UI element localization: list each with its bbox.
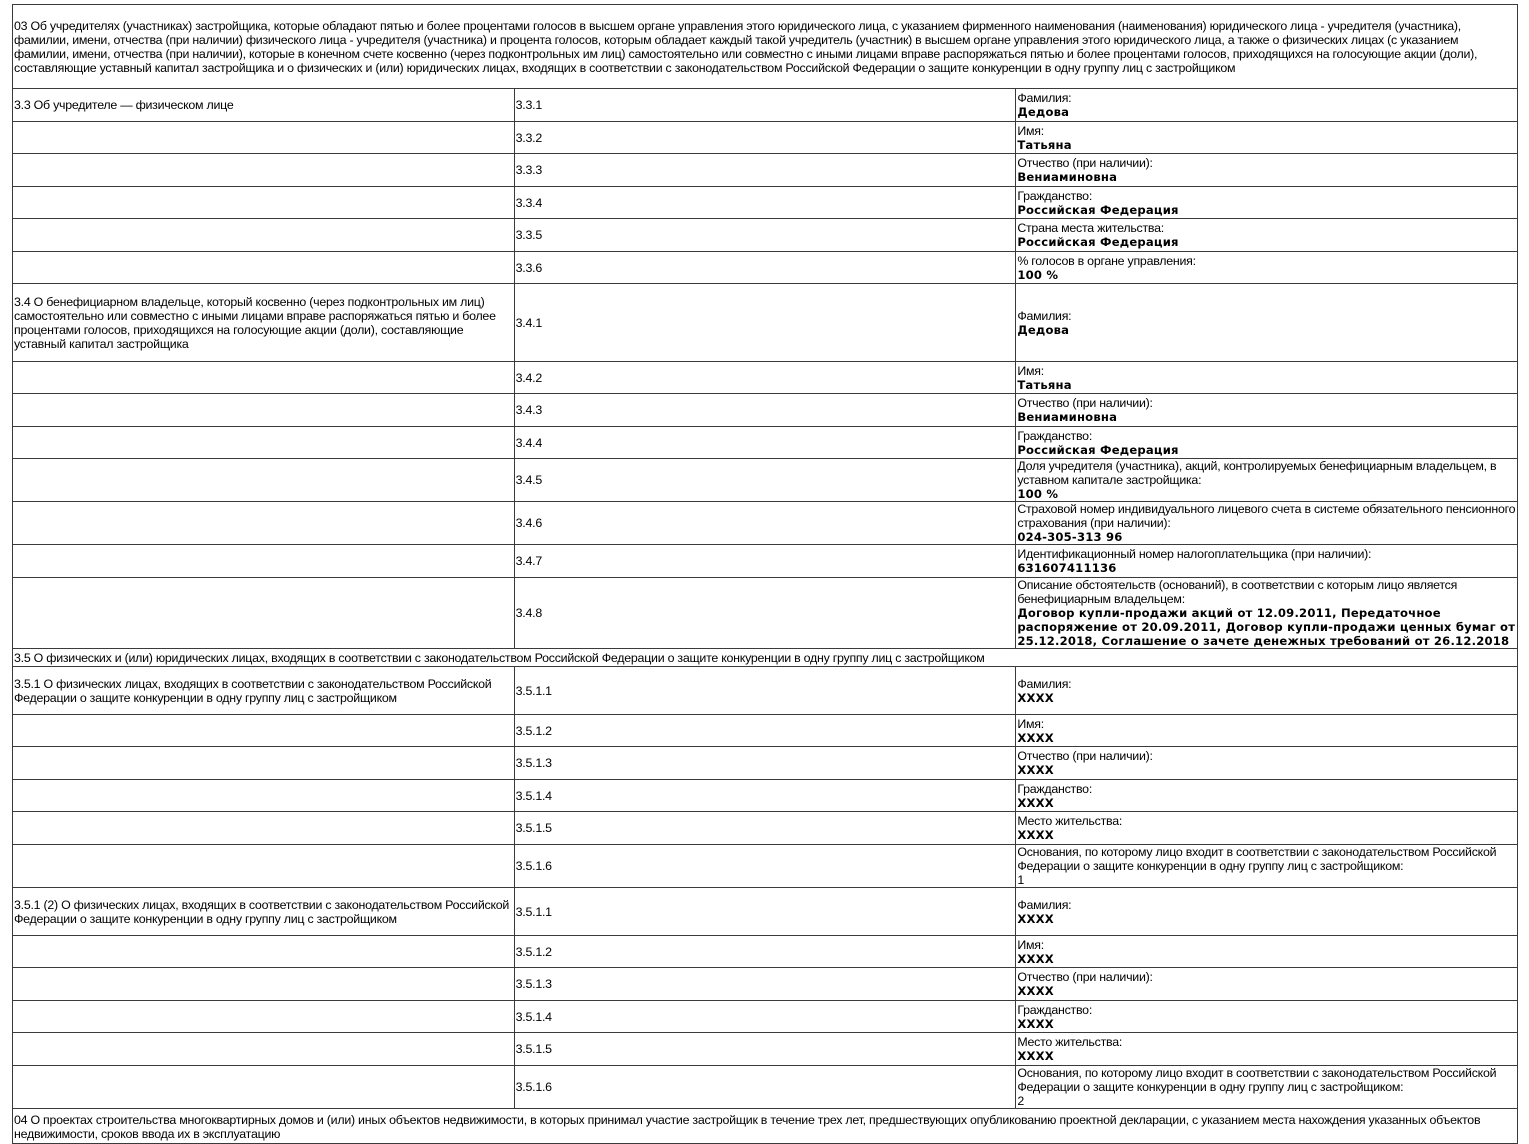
field-label: Описание обстоятельств (оснований), в соответствии с которым лицо является бенефициарным владельцем: [1017,578,1458,606]
field-label: Отчество (при наличии): [1017,970,1153,985]
table-row [13,459,1518,502]
field-cell [1016,219,1518,252]
section-heading: 3.5 О физических и (или) юридических лицах, входящих в соответствии с законодательством Российской Федерации о защите конкуренции в одну группу лиц с застройщиком [13,649,1518,667]
table-row [13,747,1518,780]
group-label [13,154,515,187]
field-cell [1016,812,1518,845]
field-label: Отчество (при наличии): [1017,156,1153,170]
table-row [13,187,1518,219]
field-label: Доля учредителя (участника), акций, контролируемых бенефициарным владельцем, в уставном капитале застройщика: [1017,459,1497,487]
field-cell [1016,1066,1518,1109]
field-cell [1016,888,1518,936]
group-label [13,362,515,394]
field-label: Место жительства: [1017,1035,1123,1050]
group-label [13,1001,515,1033]
field-value: XXXX [1017,1049,1054,1064]
group-label [13,394,515,427]
field-cell [1016,780,1518,812]
field-cell [1016,459,1518,502]
field-code: 3.5.1.3 [514,747,1016,780]
field-code: 3.5.1.3 [514,968,1016,1001]
field-cell [1016,187,1518,219]
field-label: Имя: [1017,363,1044,378]
table-row [13,968,1518,1001]
field-cell [1016,1001,1518,1033]
field-value: Дедова [1017,105,1070,119]
table-row [13,219,1518,252]
table-row [13,502,1518,545]
group-label [13,845,515,888]
table-row [13,1001,1518,1033]
field-code: 3.5.1.4 [514,1001,1016,1033]
field-cell [1016,578,1518,649]
field-cell [1016,502,1518,545]
field-value: Российская Федерация [1017,442,1179,457]
field-label: Основания, по которому лицо входит в соответствии с законодательством Российской Федерации о защите конкуренции в одну группу лиц с застройщиком: [1017,1066,1497,1095]
field-value: XXXX [1017,911,1054,926]
field-value: XXXX [1017,951,1054,966]
field-code: 3.3.5 [514,219,1016,252]
group-label [13,812,515,845]
field-label: Отчество (при наличии): [1017,396,1153,410]
field-code: 3.4.5 [514,459,1016,502]
field-value: 2 [1017,1094,1024,1109]
field-code: 3.5.1.6 [514,845,1016,888]
field-value: XXXX [1017,795,1054,810]
field-value: 631607411136 [1017,561,1117,575]
section-row [13,5,1518,89]
group-label [13,578,515,649]
field-label: Имя: [1017,937,1044,952]
field-cell [1016,545,1518,578]
field-code: 3.5.1.1 [514,888,1016,936]
group-label [13,1033,515,1066]
table-row [13,252,1518,284]
field-label: Гражданство: [1017,188,1093,203]
table-row [13,1033,1518,1066]
field-code: 3.5.1.1 [514,667,1016,715]
field-cell [1016,394,1518,427]
table-row [13,888,1518,936]
group-label [13,545,515,578]
table-row [13,936,1518,968]
table-row [13,1066,1518,1109]
group-label [13,715,515,747]
field-label: Фамилия: [1017,308,1072,323]
field-cell [1016,122,1518,154]
field-value: XXXX [1017,763,1054,778]
table-row [13,667,1518,715]
group-label [13,1066,515,1109]
table-row [13,845,1518,888]
group-label [13,252,515,284]
field-cell [1016,1033,1518,1066]
group-label [13,427,515,459]
field-label: Страховой номер индивидуального лицевого счета в системе обязательного пенсионного страхования (при наличии): [1017,502,1516,530]
table-row [13,362,1518,394]
field-value: 100 % [1017,487,1059,501]
section-row [13,1109,1518,1144]
field-value: 100 % [1017,267,1059,282]
field-label: Фамилия: [1017,91,1072,105]
field-value: Российская Федерация [1017,235,1179,249]
field-code: 3.5.1.4 [514,780,1016,812]
table-row [13,427,1518,459]
field-value: Татьяна [1017,377,1072,392]
field-code: 3.4.6 [514,502,1016,545]
field-cell [1016,362,1518,394]
group-label [13,936,515,968]
field-value: Договор купли-продажи акций от 12.09.2011, Передаточное распоряжение от 20.09.2011, Договор купли-продажи ценных бумаг от 25.12.2018, Соглашение о зачете денежных требований от 26.12.2018 [1017,606,1516,648]
field-code: 3.4.4 [514,427,1016,459]
section-heading: 03 Об учредителях (участниках) застройщика, которые обладают пятью и более процентами голосов в высшем органе управления этого юридического лица, с указанием фирменного наименования (наименования) юридического лица - учредителя (участника), фамилии, имени, отчества (при наличии) физического лица - учредителя (участника) и процента голосов, которым обладает каждый такой учредитель (участник) в высшем органе управления этого юридического лица, а также о физических лицах (с указанием фамилии, имени, отчества (при наличии), которые в конечном счете косвенно (через подконтрольных им лиц) самостоятельно или совместно с иными лицами вправе распоряжаться пятью и более процентами голосов, приходящихся на голосующие акции (доли), составляющие уставный капитал застройщика и о физических и (или) юридических лицах, входящих в соответствии с законодательством Российской Федерации о защите конкуренции в одну группу лиц с застройщиком [13,5,1518,89]
declaration-table [12,4,1518,1144]
section-row [13,649,1518,667]
group-label [13,780,515,812]
field-code: 3.3.4 [514,187,1016,219]
field-cell [1016,252,1518,284]
field-label: Идентификационный номер налогоплательщика (при наличии): [1017,547,1372,561]
field-code: 3.3.2 [514,122,1016,154]
field-cell [1016,968,1518,1001]
field-label: Фамилия: [1017,676,1072,691]
field-cell [1016,747,1518,780]
field-cell [1016,845,1518,888]
field-value: Российская Федерация [1017,202,1179,217]
field-label: Имя: [1017,123,1044,138]
field-label: Гражданство: [1017,1002,1093,1017]
group-label [13,219,515,252]
field-code: 3.3.6 [514,252,1016,284]
group-label: 3.5.1 О физических лицах, входящих в соответствии с законодательством Российской Федерации о защите конкуренции в одну группу лиц с застройщиком [13,667,515,715]
group-label [13,187,515,219]
field-value: 1 [1017,873,1024,888]
group-label [13,968,515,1001]
table-row [13,122,1518,154]
field-label: % голосов в органе управления: [1017,253,1196,268]
table-row [13,812,1518,845]
field-value: 024-305-313 96 [1017,530,1123,544]
field-code: 3.4.1 [514,284,1016,362]
field-code: 3.5.1.5 [514,812,1016,845]
field-code: 3.4.3 [514,394,1016,427]
field-cell [1016,715,1518,747]
table-row [13,545,1518,578]
table-row [13,578,1518,649]
field-label: Гражданство: [1017,781,1093,796]
field-code: 3.4.2 [514,362,1016,394]
group-label [13,502,515,545]
field-value: Вениаминовна [1017,170,1118,184]
field-cell [1016,89,1518,122]
field-value: Вениаминовна [1017,410,1118,424]
field-label: Имя: [1017,716,1044,731]
field-code: 3.5.1.2 [514,936,1016,968]
field-code: 3.3.3 [514,154,1016,187]
field-label: Отчество (при наличии): [1017,749,1153,764]
field-value: XXXX [1017,690,1054,705]
field-cell [1016,154,1518,187]
group-label: 3.3 Об учредителе — физическом лице [13,89,515,122]
group-label [13,747,515,780]
field-code: 3.4.8 [514,578,1016,649]
field-code: 3.5.1.6 [514,1066,1016,1109]
group-label: 3.5.1 (2) О физических лицах, входящих в соответствии с законодательством Российской Федерации о защите конкуренции в одну группу лиц с застройщиком [13,888,515,936]
section-heading: 04 О проектах строительства многоквартирных домов и (или) иных объектов недвижимости, в которых принимал участие застройщик в течение трех лет, предшествующих опубликованию проектной декларации, с указанием места нахождения указанных объектов недвижимости, сроков ввода их в эксплуатацию [13,1109,1518,1144]
field-label: Страна места жительства: [1017,221,1164,235]
table-row [13,89,1518,122]
field-cell [1016,936,1518,968]
field-code: 3.5.1.5 [514,1033,1016,1066]
field-value: XXXX [1017,730,1054,745]
table-row [13,284,1518,362]
group-label: 3.4 О бенефициарном владельце, который косвенно (через подконтрольных им лиц) самостоятельно или совместно с иными лицами вправе распоряжаться пятью и более процентами голосов, приходящихся на голосующие акции (доли), составляющие уставный капитал застройщика [13,284,515,362]
field-value: Татьяна [1017,137,1072,152]
field-value: XXXX [1017,1016,1054,1031]
table-row [13,780,1518,812]
field-code: 3.4.7 [514,545,1016,578]
table-row [13,154,1518,187]
group-label [13,122,515,154]
field-code: 3.5.1.2 [514,715,1016,747]
table-row [13,394,1518,427]
field-label: Фамилия: [1017,897,1072,912]
group-label [13,459,515,502]
field-label: Основания, по которому лицо входит в соответствии с законодательством Российской Федерации о защите конкуренции в одну группу лиц с застройщиком: [1017,845,1497,874]
field-code: 3.3.1 [514,89,1016,122]
field-cell [1016,427,1518,459]
field-cell [1016,284,1518,362]
table-row [13,715,1518,747]
field-value: XXXX [1017,984,1054,999]
field-value: Дедова [1017,322,1070,337]
field-label: Место жительства: [1017,814,1123,829]
field-label: Гражданство: [1017,428,1093,443]
field-cell [1016,667,1518,715]
field-value: XXXX [1017,828,1054,843]
